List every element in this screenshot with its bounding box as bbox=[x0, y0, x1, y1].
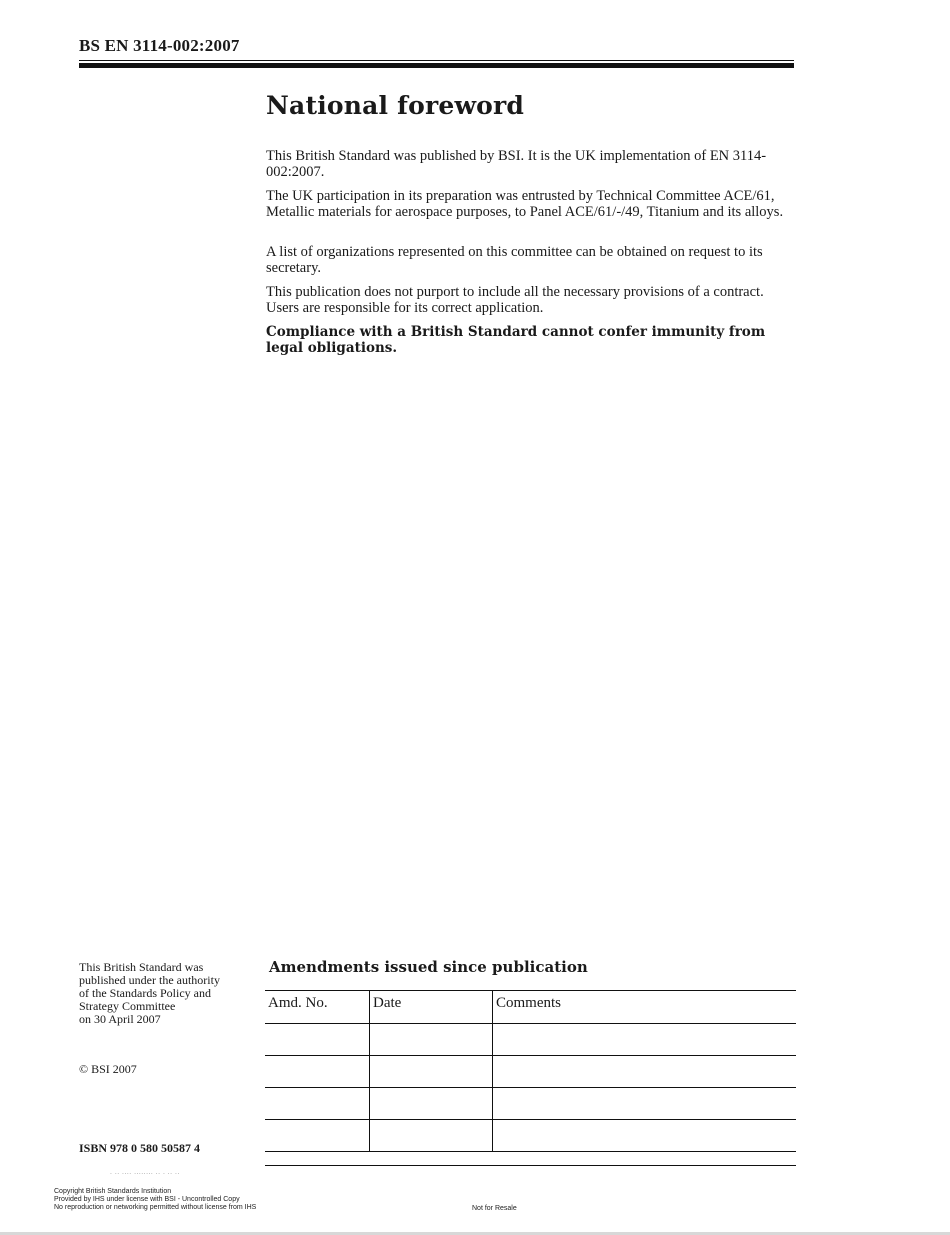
bottom-rule bbox=[265, 1165, 796, 1166]
header-rule-thick bbox=[79, 63, 794, 68]
amendments-table bbox=[265, 990, 796, 1152]
table-row bbox=[265, 1088, 796, 1120]
page-title: National foreword bbox=[266, 91, 525, 120]
table-cell bbox=[370, 1024, 493, 1056]
header-rule-thin bbox=[79, 60, 794, 61]
footer-copyright-line: Copyright British Standards Institution bbox=[54, 1188, 172, 1195]
table-cell bbox=[493, 1024, 797, 1056]
paragraph-publication: This British Standard was published by BSI. It is the UK implementation of EN 3114-002:2007. bbox=[266, 148, 767, 180]
compliance-notice: Compliance with a British Standard cannot confer immunity from legal obligations. bbox=[266, 324, 766, 356]
amendments-title: Amendments issued since publication bbox=[269, 958, 588, 976]
table-cell bbox=[265, 1056, 370, 1088]
table-cell bbox=[265, 1024, 370, 1056]
column-header-date: Date bbox=[370, 991, 493, 1024]
table-row bbox=[265, 1120, 796, 1152]
isbn: ISBN 978 0 580 50587 4 bbox=[79, 1141, 201, 1155]
footer-provided-line: Provided by IHS under license with BSI - Uncontrolled Copy bbox=[54, 1196, 240, 1203]
table-cell bbox=[493, 1120, 797, 1152]
paragraph-provisions: This publication does not purport to include all the necessary provisions of a contract. Users are responsible for its correct application. bbox=[266, 284, 764, 316]
table-row bbox=[265, 1056, 796, 1088]
table-cell bbox=[493, 1088, 797, 1120]
table-row bbox=[265, 1024, 796, 1056]
copyright-notice: © BSI 2007 bbox=[79, 1062, 137, 1076]
column-header-amd-no: Amd. No. bbox=[265, 991, 370, 1024]
table-cell bbox=[265, 1088, 370, 1120]
table-cell bbox=[493, 1056, 797, 1088]
footer-reproduction-line: No reproduction or networking permitted without license from IHS bbox=[54, 1204, 257, 1211]
table-cell bbox=[370, 1056, 493, 1088]
paragraph-participation: The UK participation in its preparation was entrusted by Technical Committee ACE/61, Metallic materials for aerospace purposes, to Panel ACE/61/-/49, Titanium and its alloys. bbox=[266, 188, 784, 220]
scan-artifact-mark: · ·· ···· ········ ·· · ·· ·· bbox=[110, 1171, 180, 1178]
table-cell bbox=[370, 1120, 493, 1152]
paragraph-committee-list: A list of organizations represented on this committee can be obtained on request to its secretary. bbox=[266, 244, 763, 276]
authority-note: This British Standard was published under the authority of the Standards Policy and Strategy Committee on 30 April 2007 bbox=[79, 960, 220, 1026]
table-cell bbox=[370, 1088, 493, 1120]
resale-notice: Not for Resale bbox=[472, 1205, 517, 1212]
column-header-comments: Comments bbox=[493, 991, 797, 1024]
license-footer bbox=[54, 1188, 256, 1212]
amendments-header-row bbox=[265, 991, 796, 1024]
document-id: BS EN 3114-002:2007 bbox=[79, 36, 240, 55]
table-cell bbox=[265, 1120, 370, 1152]
